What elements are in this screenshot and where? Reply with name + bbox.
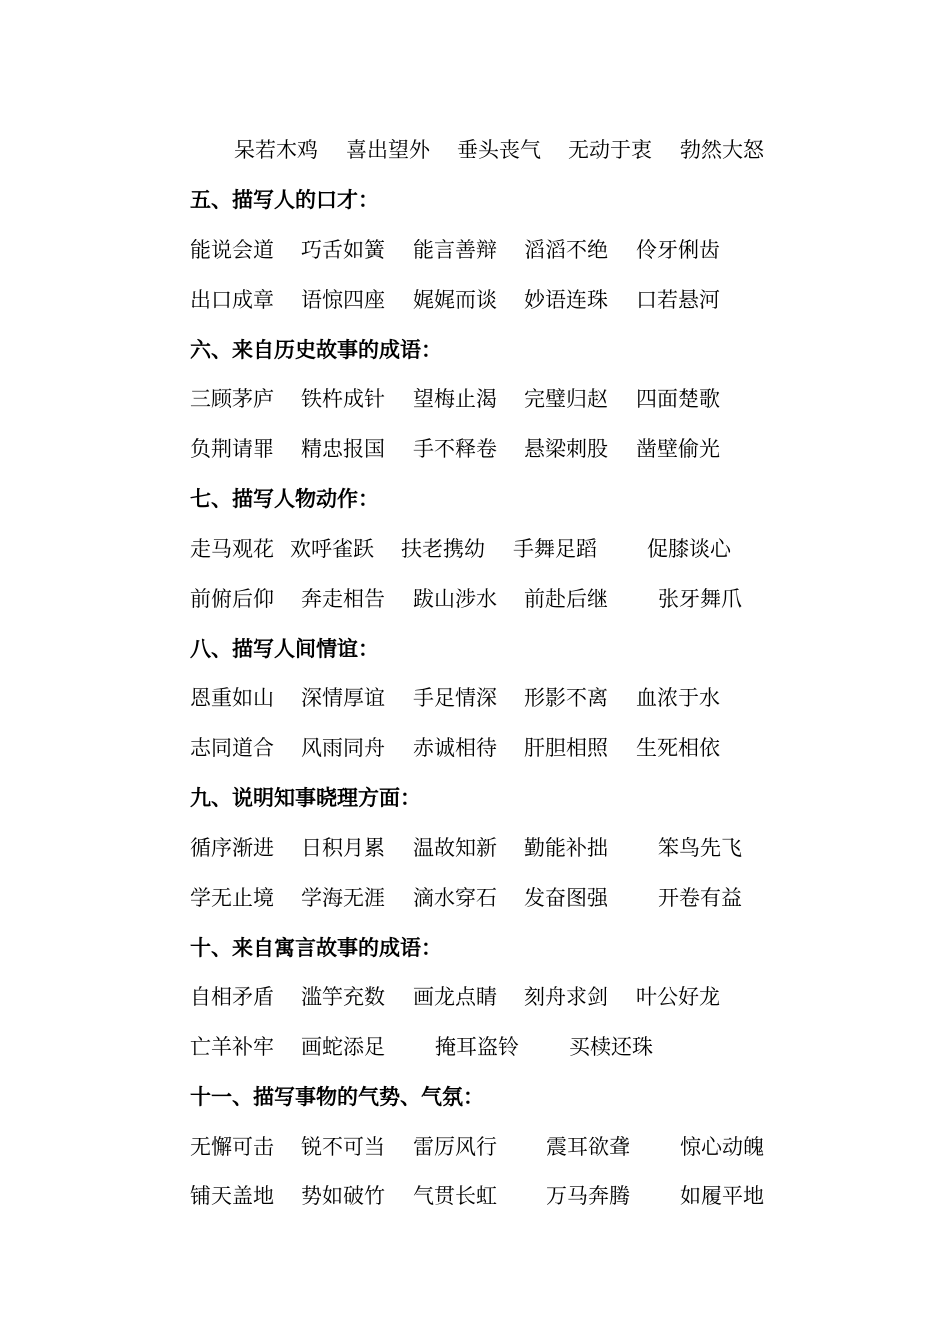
- idiom: 学无止境: [190, 886, 274, 910]
- section-heading: 十、来自寓言故事的成语：: [190, 935, 442, 960]
- idiom: 望梅止渴: [413, 387, 497, 411]
- idiom: 形影不离: [524, 686, 608, 710]
- idiom: 负荆请罪: [190, 437, 274, 461]
- section-heading: 六、来自历史故事的成语：: [190, 337, 442, 362]
- idiom: 刻舟求剑: [524, 985, 608, 1009]
- idiom: 惊心动魄: [680, 1135, 764, 1159]
- idiom: 赤诚相待: [413, 736, 497, 760]
- idiom: 扶老携幼: [401, 537, 485, 561]
- idiom: 精忠报国: [301, 437, 385, 461]
- idiom: 能说会道: [190, 238, 274, 262]
- idiom: 叶公好龙: [636, 985, 720, 1009]
- idiom: 口若悬河: [636, 288, 720, 312]
- idiom: 三顾茅庐: [190, 387, 274, 411]
- idiom: 生死相依: [636, 736, 720, 760]
- idiom: 震耳欲聋: [546, 1135, 630, 1159]
- idiom: 掩耳盗铃: [435, 1035, 519, 1059]
- idiom: 伶牙俐齿: [636, 238, 720, 262]
- idiom: 血浓于水: [636, 686, 720, 710]
- idiom: 巧舌如簧: [301, 238, 385, 262]
- idiom: 日积月累: [301, 836, 385, 860]
- idiom: 四面楚歌: [636, 387, 720, 411]
- idiom: 如履平地: [680, 1184, 764, 1208]
- idiom: 铁杵成针: [301, 387, 385, 411]
- idiom: 滥竽充数: [301, 985, 385, 1009]
- idiom: 学海无涯: [301, 886, 385, 910]
- section-heading: 九、说明知事晓理方面：: [190, 785, 421, 810]
- idiom: 走马观花: [190, 537, 274, 561]
- idiom: 无动于衷: [568, 138, 652, 162]
- section-heading: 七、描写人物动作：: [190, 486, 379, 511]
- idiom: 画蛇添足: [301, 1035, 385, 1059]
- idiom: 喜出望外: [346, 138, 430, 162]
- idiom: 娓娓而谈: [413, 288, 497, 312]
- idiom: 画龙点睛: [413, 985, 497, 1009]
- idiom: 手不释卷: [413, 437, 497, 461]
- idiom: 无懈可击: [190, 1135, 274, 1159]
- idiom: 循序渐进: [190, 836, 274, 860]
- idiom: 肝胆相照: [524, 736, 608, 760]
- idiom: 张牙舞爪: [658, 587, 742, 611]
- idiom: 恩重如山: [190, 686, 274, 710]
- idiom: 发奋图强: [524, 886, 608, 910]
- idiom: 前俯后仰: [190, 587, 274, 611]
- section-heading: 八、描写人间情谊：: [190, 636, 379, 661]
- idiom: 前赴后继: [524, 587, 608, 611]
- idiom: 锐不可当: [301, 1135, 385, 1159]
- idiom: 气贯长虹: [413, 1184, 497, 1208]
- idiom: 悬梁刺股: [524, 437, 608, 461]
- idiom: 买椟还珠: [569, 1035, 653, 1059]
- idiom: 奔走相告: [301, 587, 385, 611]
- idiom: 万马奔腾: [546, 1184, 630, 1208]
- idiom: 出口成章: [190, 288, 274, 312]
- idiom: 勤能补拙: [524, 836, 608, 860]
- idiom: 雷厉风行: [413, 1135, 497, 1159]
- section-heading: 五、描写人的口才：: [190, 187, 379, 212]
- idiom: 欢呼雀跃: [290, 537, 374, 561]
- idiom: 滔滔不绝: [524, 238, 608, 262]
- idiom: 铺天盖地: [190, 1184, 274, 1208]
- idiom: 亡羊补牢: [190, 1035, 274, 1059]
- idiom: 深情厚谊: [301, 686, 385, 710]
- section-heading: 十一、描写事物的气势、气氛：: [190, 1084, 484, 1109]
- idiom: 手舞足蹈: [513, 537, 597, 561]
- idiom: 风雨同舟: [301, 736, 385, 760]
- idiom: 势如破竹: [301, 1184, 385, 1208]
- idiom: 勃然大怒: [680, 138, 764, 162]
- idiom: 手足情深: [413, 686, 497, 710]
- idiom: 滴水穿石: [413, 886, 497, 910]
- idiom: 跋山涉水: [413, 587, 497, 611]
- idiom: 语惊四座: [301, 288, 385, 312]
- idiom: 志同道合: [190, 736, 274, 760]
- idiom: 开卷有益: [658, 886, 742, 910]
- idiom: 垂头丧气: [457, 138, 541, 162]
- idiom: 温故知新: [413, 836, 497, 860]
- idiom: 促膝谈心: [647, 537, 731, 561]
- idiom: 凿壁偷光: [636, 437, 720, 461]
- idiom: 笨鸟先飞: [658, 836, 742, 860]
- idiom: 妙语连珠: [524, 288, 608, 312]
- idiom: 完璧归赵: [524, 387, 608, 411]
- idiom: 自相矛盾: [190, 985, 274, 1009]
- idiom: 能言善辩: [413, 238, 497, 262]
- idiom: 呆若木鸡: [234, 138, 318, 162]
